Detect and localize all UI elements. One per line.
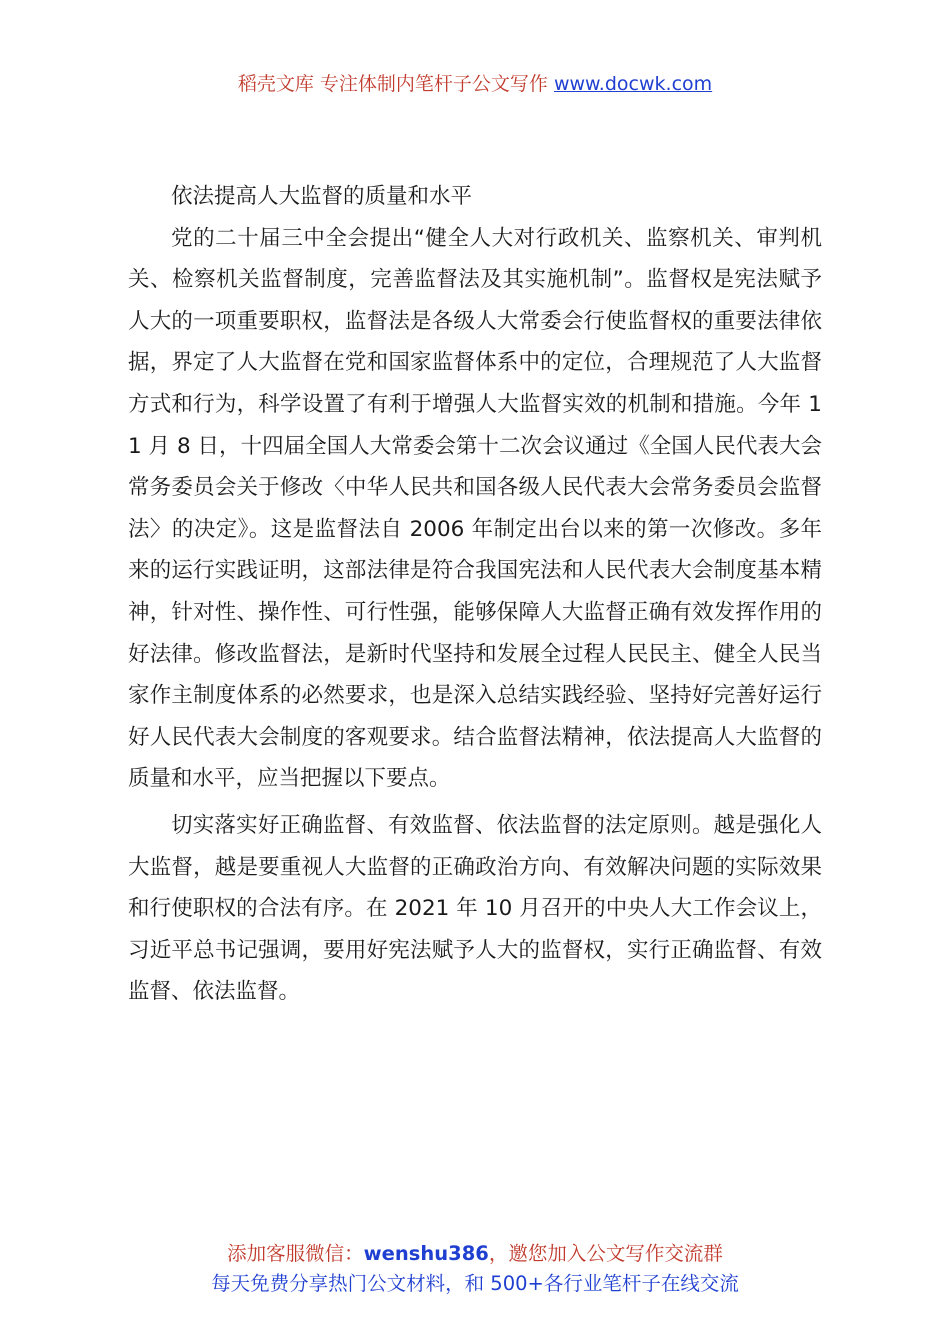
document-body xyxy=(128,176,822,1013)
footer-wechat-id: wenshu386 xyxy=(363,1242,489,1265)
page-footer xyxy=(0,1239,950,1299)
footer-contact-line xyxy=(0,1239,950,1269)
paragraph-principles: 切实落实好正确监督、有效监督、依法监督的法定原则。越是强化人大监督，越是要重视人大监督的正确政治方向、有效解决问题的实际效果和行使职权的合法有序。在 2021 年 10 月召开的中央人大工作会议上，习近平总书记强调，要用好宪法赋予人大的监督权，实行正确监督、有效监督、依法监督。 xyxy=(128,812,822,1005)
page-header xyxy=(0,70,950,98)
document-title: 依法提高人大监督的质量和水平 xyxy=(171,184,473,209)
footer-share-line: 每天免费分享热门公文材料，和 500+各行业笔杆子在线交流 xyxy=(211,1272,739,1295)
footer-contact-suffix: ，邀您加入公文写作交流群 xyxy=(488,1242,723,1265)
paragraph-intro: 党的二十届三中全会提出“健全人大对行政机关、监察机关、审判机关、检察机关监督制度，完善监督法及其实施机制”。监督权是宪法赋予人大的一项重要职权，监督法是各级人大常委会行使监督权的重要法律依据，界定了人大监督在党和国家监督体系中的定位，合理规范了人大监督方式和行为，科学设置了有利于增强人大监督实效的机制和措施。今年 11 月 8 日，十四届全国人大常委会第十二次会议通过《全国人民代表大会常务委员会关于修改〈中华人民共和国各级人民代表大会常务委员会监督法〉的决定》。这是监督法自 2006 年制定出台以来的第一次修改。多年来的运行实践证明，这部法律是符合我国宪法和人民代表大会制度基本精神，针对性、操作性、可行性强，能够保障人大监督正确有效发挥作用的好法律。修改监督法，是新时代坚持和发展全过程人民民主、健全人民当家作主制度体系的必然要求，也是深入总结实践经验、坚持好完善好运行好人民代表大会制度的客观要求。结合监督法精神，依法提高人大监督的质量和水平，应当把握以下要点。 xyxy=(128,225,822,792)
footer-contact-prefix: 添加客服微信： xyxy=(227,1242,364,1265)
header-brand-text: 稻壳文库 专注体制内笔杆子公文写作 xyxy=(237,73,548,95)
header-url-link[interactable]: www.docwk.com xyxy=(553,73,713,95)
